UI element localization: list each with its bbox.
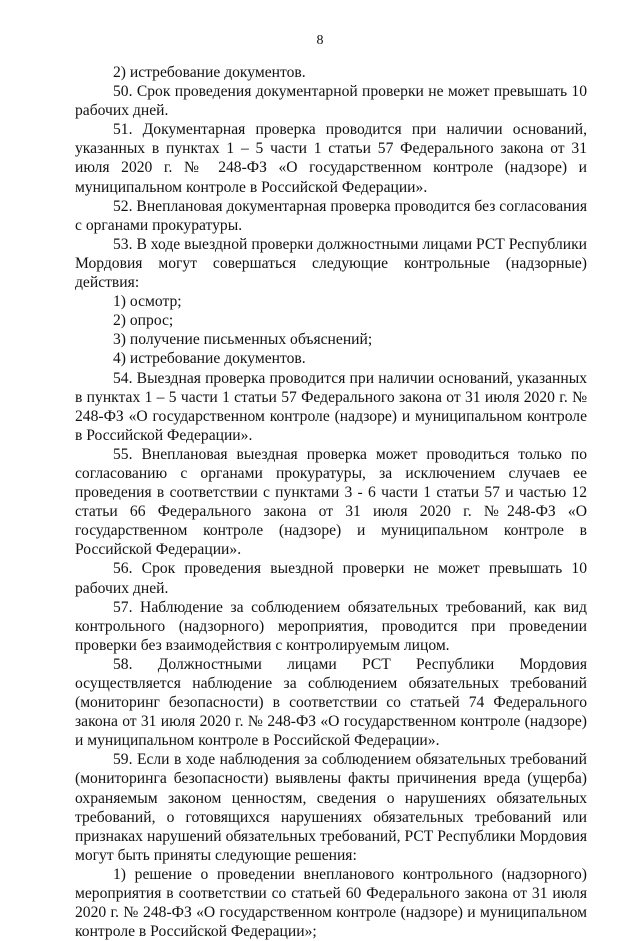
paragraph: 4) истребование документов. [113,350,306,368]
paragraph: 1) решение о проведении внепланового контрольного (надзорного) мероприятия в соответствии со статьей 60 Федерального закона от 31 июля 2020 г. № 248-ФЗ «О государственном контроле (надзоре) и муниципальном контроле в Российской Федерации»; [75,865,587,941]
paragraph: 51. Документарная проверка проводится при наличии оснований, указанных в пунктах 1 – 5 части 1 статьи 57 Федерального закона от 31 июля 2020 г. № 248-ФЗ «О государственном контроле (надзоре) и муниципальном контроле в Российской Федерации». [75,121,587,196]
paragraph: 2) истребование документов. [113,64,306,81]
paragraph: 3) получение письменных объяснений; [113,331,373,349]
paragraph: 52. Внеплановая документарная проверка проводится без согласования с органами прокуратуры. [75,197,587,234]
paragraph: 53. В ходе выездной проверки должностными лицами РСТ Республики Мордовия могут совершаться следующие контрольные (надзорные) действия: [75,235,587,292]
paragraph: 56. Срок проведения выездной проверки не может превышать 10 рабочих дней. [75,560,587,597]
paragraph: 1) осмотр; [113,293,182,311]
paragraph: 54. Выездная проверка проводится при наличии оснований, указанных в пунктах 1 – 5 части 1 статьи 57 Федерального закона от 31 июля 2020 г. № 248-ФЗ «О государственном контроле (надзоре) и муниципальном контроле в Российской Федерации». [75,369,587,444]
document-body [75,63,587,941]
paragraph: 59. Если в ходе наблюдения за соблюдением обязательных требований (мониторинга безопасности) выявлены факты причинения вреда (ущерба) охраняемым законом ценностям, сведения о нарушениях обязательных требований, о готовящихся нарушениях обязательных требований или признаках нарушений обязательных требований, РСТ Республики Мордовия могут быть приняты следующие решения: [75,751,587,864]
paragraph: 55. Внеплановая выездная проверка может проводиться только по согласованию с органами прокуратуры, за исключением случаев ее проведения в соответствии с пунктами 3 - 6 части 1 статьи 57 и частью 12 статьи 66 Федерального закона от 31 июля 2020 г. №248-ФЗ «О государственном контроле (надзоре) и муниципальном контроле в Российской Федерации». [75,445,587,559]
paragraph: 57. Наблюдение за соблюдением обязательных требований, как вид контрольного (надзорного) мероприятия, проводится при проведении проверки без взаимодействия с контролируемым лицом. [75,598,587,654]
paragraph: 50. Срок проведения документарной проверки не может превышать 10 рабочих дней. [75,83,587,120]
paragraph: 2) опрос; [113,312,174,330]
paragraph: 58. Должностными лицами РСТ Республики Мордовия осуществляется наблюдение за соблюдением обязательных требований (мониторинг безопасности) в соответствии со статьей 74 Федерального закона от 31 июля 2020 г. № 248-ФЗ «О государственном контроле (надзоре) и муниципальном контроле в Российской Федерации». [75,655,587,750]
page-number: 8 [316,33,324,48]
